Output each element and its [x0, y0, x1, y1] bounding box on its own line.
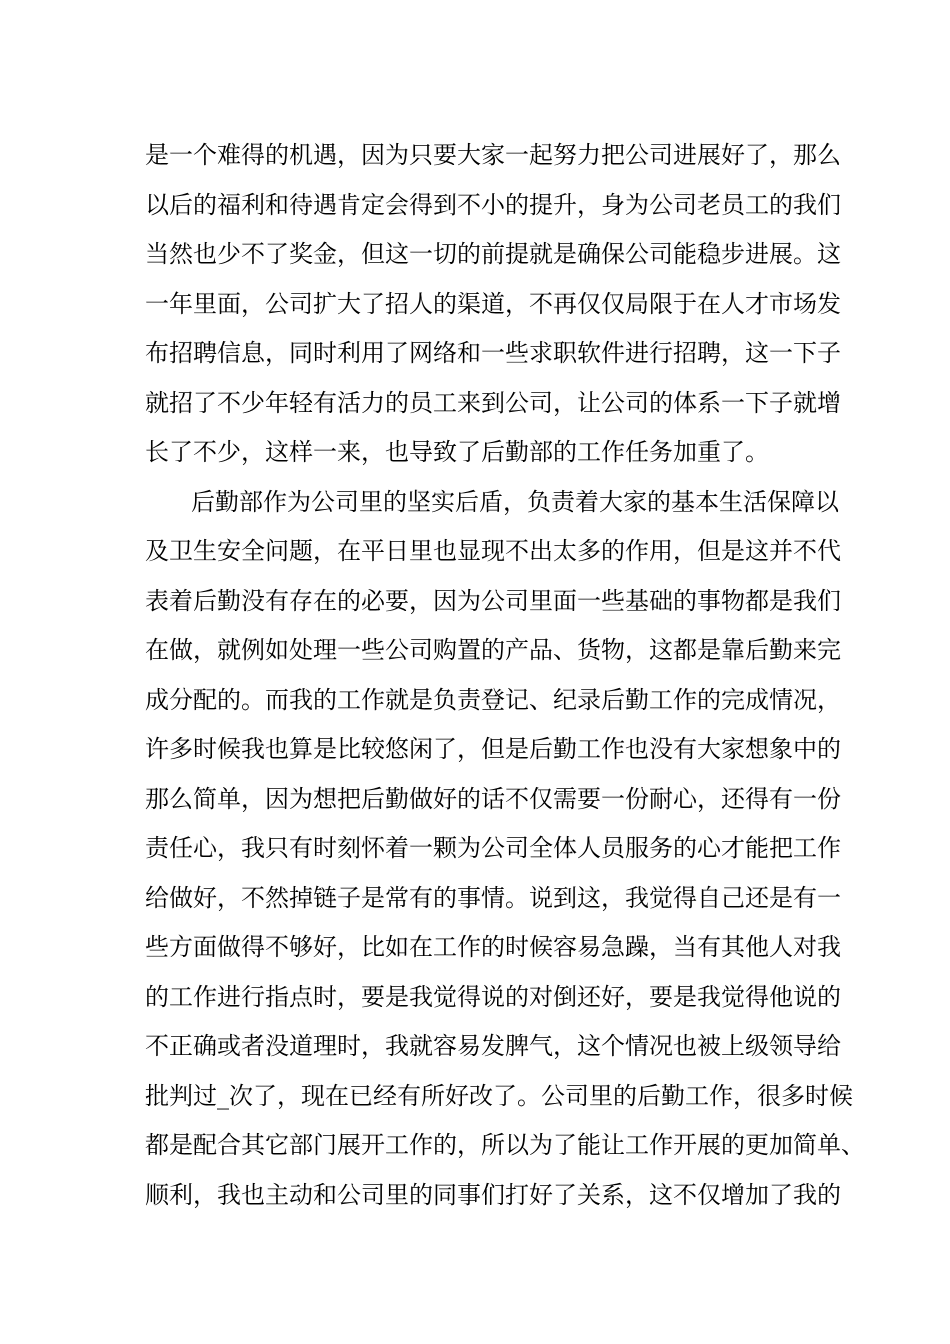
text-line: 当然也少不了奖金，但这一切的前提就是确保公司能稳步进展。这: [145, 240, 841, 268]
text-line: 都是配合其它部门展开工作的，所以为了能让工作开展的更加简单、: [145, 1131, 865, 1159]
text-line: 在做，就例如处理一些公司购置的产品、货物，这都是靠后勤来完: [145, 636, 841, 664]
text-line: 顺利，我也主动和公司里的同事们打好了关系，这不仅增加了我的: [145, 1180, 841, 1209]
paragraph-1: [145, 131, 841, 478]
text-line: 责任心，我只有时刻怀着一颗为公司全体人员服务的心才能把工作: [145, 834, 841, 862]
text-line: 长了不少，这样一来，也导致了后勤部的工作任务加重了。: [145, 438, 769, 466]
text-line: 那么简单，因为想把后勤做好的话不仅需要一份耐心，还得有一份: [145, 784, 841, 813]
body-text: [145, 131, 865, 1220]
text-line: 的工作进行指点时，要是我觉得说的对倒还好，要是我觉得他说的: [145, 982, 841, 1011]
text-line: 成分配的。而我的工作就是负责登记、纪录后勤工作的完成情况，: [145, 685, 841, 714]
text-line: 以后的福利和待遇肯定会得到不小的提升，身为公司老员工的我们: [145, 190, 841, 219]
text-line: 许多时候我也算是比较悠闲了，但是后勤工作也没有大家想象中的: [145, 735, 841, 763]
paragraph-2: [145, 478, 865, 1221]
text-line: 布招聘信息，同时利用了网络和一些求职软件进行招聘，这一下子: [145, 339, 841, 367]
text-line: 些方面做得不够好，比如在工作的时候容易急躁，当有其他人对我: [145, 933, 841, 961]
text-line: 是一个难得的机遇，因为只要大家一起努力把公司进展好了，那么: [145, 141, 841, 169]
text-line: 表着后勤没有存在的必要，因为公司里面一些基础的事物都是我们: [145, 586, 841, 615]
text-line: 不正确或者没道理时，我就容易发脾气，这个情况也被上级领导给: [145, 1032, 841, 1060]
text-line: 及卫生安全问题，在平日里也显现不出太多的作用，但是这并不代: [145, 537, 841, 565]
text-line: 就招了不少年轻有活力的员工来到公司，让公司的体系一下子就增: [145, 388, 841, 417]
text-line: 批判过_次了，现在已经有所好改了。公司里的后勤工作，很多时候: [145, 1081, 853, 1110]
text-line: 一年里面，公司扩大了招人的渠道，不再仅仅局限于在人才市场发: [145, 289, 841, 318]
text-line: 给做好，不然掉链子是常有的事情。说到这，我觉得自己还是有一: [145, 883, 841, 912]
text-line-first: 后勤部作为公司里的坚实后盾，负责着大家的基本生活保障以: [191, 487, 839, 516]
